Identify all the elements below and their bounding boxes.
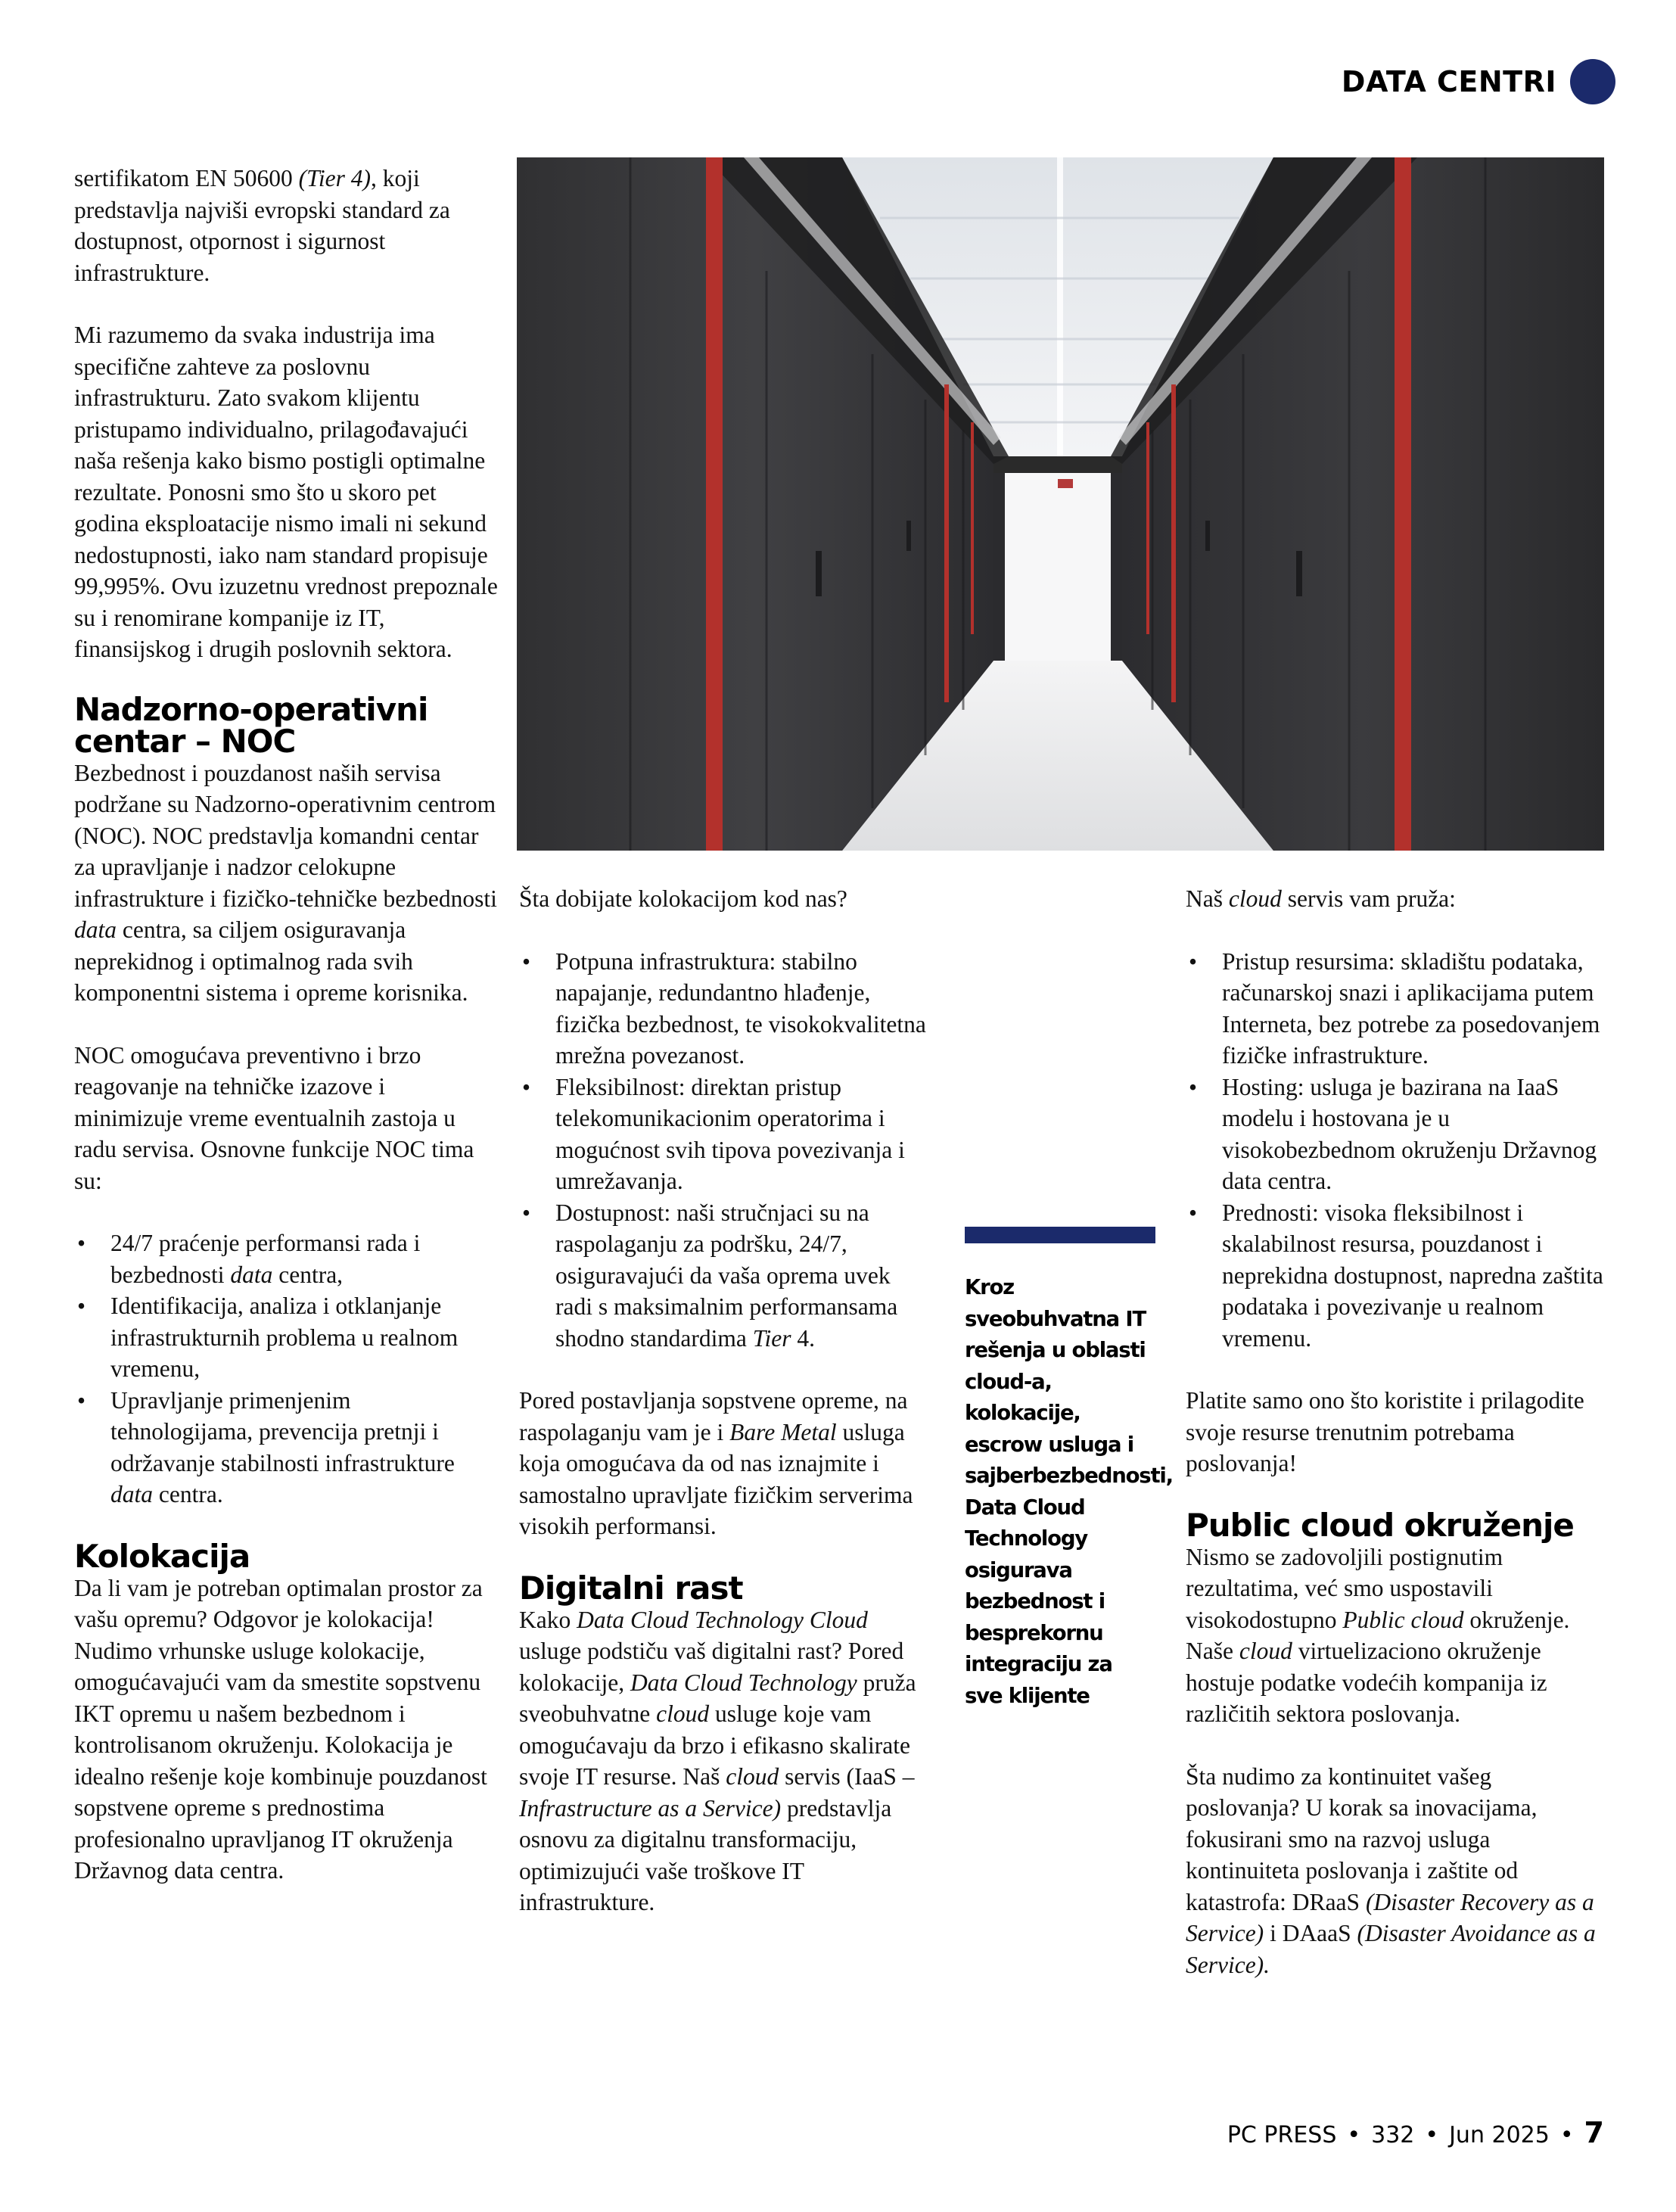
italic-run: (Disaster Recovery as a Service) bbox=[1186, 1888, 1594, 1946]
pull-quote bbox=[965, 1227, 1173, 1712]
paragraph-cloud-intro: Naš cloud servis vam pruža: bbox=[1186, 885, 1456, 912]
list-item: • Dostupnost: naši stručnjaci su na raspolaganju za podršku, 24/7, osiguravajući da vaša oprema uvek radi s maksimalnim performansama shodno standardima Tier 4. bbox=[519, 1197, 928, 1355]
italic-run: (Disaster Avoidance as a Service). bbox=[1186, 1920, 1596, 1978]
server-aisle-illustration bbox=[517, 157, 1604, 851]
text-run: usluge podstiču vaš digitalni rast? Pored kolokacije, bbox=[519, 1638, 904, 1696]
text-run: Kako bbox=[519, 1606, 577, 1633]
publication-name: PC PRESS bbox=[1227, 2122, 1337, 2148]
italic-run: Data Cloud Technology Cloud bbox=[577, 1606, 868, 1633]
text-run: virtuelizaciono okruženje hostuje podatke vodećih kompanija iz različitih sektora poslovanja. bbox=[1186, 1638, 1547, 1727]
paragraph-bare-metal: Pored postavljanja sopstvene opreme, na raspolaganju vam je i Bare Metal usluga koja omogućava da od nas iznajmite i samostalno upravljate fizičkim serverima visokih performansi. bbox=[519, 1387, 913, 1539]
page-number: 7 bbox=[1584, 2116, 1604, 2149]
paragraph-continuity bbox=[1186, 1761, 1609, 1981]
italic-run: cloud bbox=[1239, 1638, 1292, 1664]
section-title: DATA CENTRI bbox=[1341, 65, 1556, 98]
italic-run: Public cloud bbox=[1342, 1606, 1464, 1633]
exit-sign bbox=[1058, 479, 1073, 488]
far-wall bbox=[1005, 473, 1111, 661]
bullet-icon: • bbox=[77, 1230, 86, 1256]
bullet-icon: • bbox=[77, 1386, 86, 1414]
paragraph-certification: sertifikatom EN 50600 (Tier 4), koji predstavlja najviši evropski standard za dostupnost, otpornost i sigurnost infrastrukture. bbox=[74, 165, 450, 286]
bullet-icon: • bbox=[522, 1199, 531, 1226]
list-item: • Pristup resursima: skladištu podataka, računarskoj snazi i aplikacijama putem Interneta, bez potrebe za posedovanjem fizičke infrastrukture. bbox=[1186, 946, 1609, 1072]
bullet-icon: • bbox=[77, 1293, 86, 1319]
list-item: • Identifikacija, analiza i otklanjanje infrastrukturnih problema u realnom vremenu, bbox=[74, 1290, 498, 1385]
issue-date: Jun 2025 bbox=[1449, 2122, 1550, 2148]
list-item: • Fleksibilnost: direktan pristup telekomunikacionim operatorima i mogućnost svih tipova povezivanja i umrežavanja. bbox=[519, 1072, 928, 1197]
paragraph-kolokacija: Da li vam je potreban optimalan prostor za vašu opremu? Odgovor je kolokacija! Nudimo vrhunske usluge kolokacije, omogućavajući vam da smestite sopstvenu IKT opremu u našem bezbednom i kontrolisanom okruženju. Kolokacija je idealno rešenje koje kombinuje pouzdanost sopstvene opreme s prednostima profesionalno upravljanog IT okruženja Državnog data centra. bbox=[74, 1574, 487, 1884]
paragraph-industry: Mi razumemo da svaka industrija ima specifične zahteve za poslovnu infrastrukturu. Zato svakom klijentu pristupamo individualno, prilagođavajući naša rešenja kako bismo postigli optimalne rezultate. Ponosni smo što u skoro pet godina eksploatacije nismo imali ni sekund nedostupnosti, iako nam standard propisuje 99,995%. Ovu izuzetnu vrednost prepoznale su i renomirane kompanije iz IT, finansijskog i drugih poslovnih sektora. bbox=[74, 322, 498, 662]
heading-kolokacija: Kolokacija bbox=[74, 1537, 250, 1575]
pull-quote-rule bbox=[965, 1227, 1155, 1243]
text-run: okruženje. Naše bbox=[1186, 1606, 1570, 1664]
italic-run: cloud bbox=[726, 1763, 779, 1790]
cloud-services-list bbox=[1186, 946, 1609, 1355]
pull-quote-text: Kroz sveobuhvatna IT rešenja u oblasti cloud-a, kolokacije, escrow usluga i sajberbezbednosti, Data Cloud Technology osigurava bezbednost i besprekornu integraciju za sve klijente bbox=[965, 1275, 1173, 1708]
text-run: i DAaaS bbox=[1264, 1920, 1357, 1946]
list-item: • Prednosti: visoka fleksibilnost i skalabilnost resursa, pouzdanost i neprekidna dostupnost, napredna zaštita podataka i povezivanje u realnom vremenu. bbox=[1186, 1197, 1609, 1355]
paragraph-public-cloud bbox=[1186, 1542, 1609, 1730]
list-item: • Upravljanje primenjenim tehnologijama, prevencija pretnji i održavanje stabilnosti infrastrukture data centra. bbox=[74, 1385, 498, 1510]
paragraph-noc-functions: NOC omogućava preventivno i brzo reagovanje na tehničke izazove i minimizuje vreme eventualnih zastoja u radu servisa. Osnovne funkcije NOC tima su: bbox=[74, 1041, 474, 1194]
ceiling-light bbox=[1057, 157, 1063, 456]
list-item: • Potpuna infrastruktura: stabilno napajanje, redundantno hlađenje, fizička bezbednost, te visokokvalitetna mrežna povezanost. bbox=[519, 946, 928, 1072]
section-header bbox=[1342, 59, 1615, 104]
kolokacija-benefits-list bbox=[519, 946, 928, 1355]
list-item: • 24/7 praćenje performansi rada i bezbednosti data centra, bbox=[74, 1227, 498, 1290]
heading-digitalni-rast: Digitalni rast bbox=[519, 1569, 743, 1607]
bullet-icon: • bbox=[522, 1073, 531, 1100]
italic-run: Data Cloud Technology bbox=[630, 1669, 857, 1696]
column-1 bbox=[74, 163, 498, 1887]
heading-public-cloud: Public cloud okruženje bbox=[1186, 1506, 1574, 1544]
text-run: servis (IaaS – bbox=[779, 1763, 915, 1790]
section-dot-icon bbox=[1570, 59, 1615, 104]
paragraph-digitalni-rast bbox=[519, 1604, 928, 1918]
data-center-photo bbox=[517, 157, 1604, 851]
italic-run: Infrastructure as a Service) bbox=[519, 1794, 782, 1822]
column-3 bbox=[1186, 883, 1609, 1980]
bullet-icon: • bbox=[1189, 1199, 1198, 1226]
paragraph-kolokacija-question: Šta dobijate kolokacijom kod nas? bbox=[519, 885, 847, 912]
column-2 bbox=[519, 883, 928, 1918]
paragraph-pay-as-you-go: Platite samo ono što koristite i prilagodite svoje resurse trenutnim potrebama poslovanja! bbox=[1186, 1387, 1584, 1476]
list-item: • Hosting: usluga je bazirana na IaaS modelu i hostovana je u visokobezbednom okruženju Državnog data centra. bbox=[1186, 1072, 1609, 1197]
issue-number: 332 bbox=[1371, 2122, 1415, 2148]
text-run: usluge koje vam omogućavaju da brzo i efikasno skalirate svoje IT resurse. Naš bbox=[519, 1700, 910, 1790]
noc-functions-list bbox=[74, 1227, 498, 1510]
bullet-icon: • bbox=[522, 947, 531, 975]
text-run: pruža sveobuhvatne bbox=[519, 1669, 916, 1727]
text-run: Šta nudimo za kontinuitet vašeg poslovanja? U korak sa inovacijama, fokusirani smo na razvoj usluga kontinuiteta poslovanja i zaštite od katastrofa: DRaaS bbox=[1186, 1762, 1538, 1915]
bullet-icon: • bbox=[1189, 947, 1198, 975]
italic-run: cloud bbox=[656, 1700, 710, 1727]
heading-noc: Nadzorno-operativni centar – NOC bbox=[74, 690, 428, 760]
paragraph-noc-intro: Bezbednost i pouzdanost naših servisa podržane su Nadzorno-operativnim centrom (NOC). NOC predstavlja komandni centar za upravljanje i nadzor celokupne infrastrukture i fizičko-tehničke bezbednosti data centra, sa ciljem osiguravanja neprekidnog i optimalnog rada svih komponentni sistema i opreme korisnika. bbox=[74, 759, 497, 1006]
page-footer bbox=[1227, 2116, 1604, 2149]
separator: • bbox=[1347, 2122, 1361, 2148]
text-run: predstavlja osnovu za digitalnu transformaciju, optimizujući vaše troškove IT infrastrukture. bbox=[519, 1794, 892, 1915]
bullet-icon: • bbox=[1189, 1073, 1198, 1100]
separator: • bbox=[1425, 2122, 1439, 2148]
separator: • bbox=[1559, 2122, 1574, 2148]
text-run: Nismo se zadovoljili postignutim rezultatima, već smo uspostavili visokodostupno bbox=[1186, 1543, 1503, 1633]
